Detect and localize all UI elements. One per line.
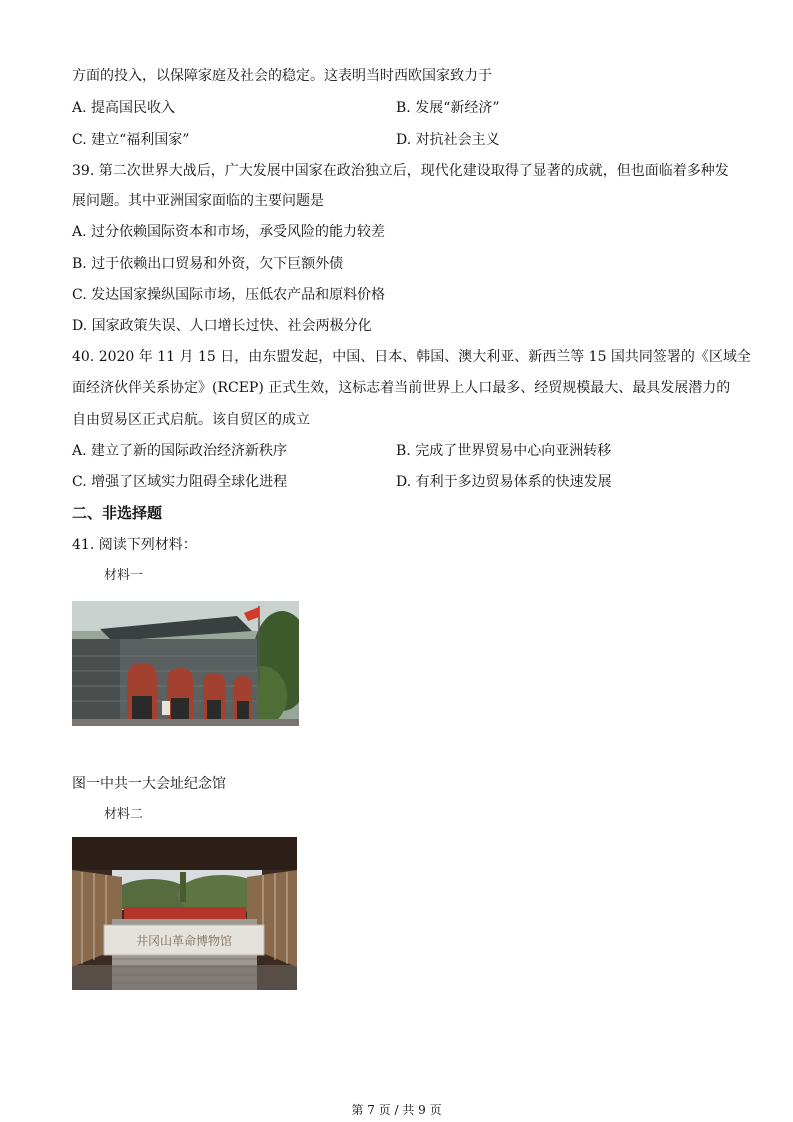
question-39-text-cont: 展问题。其中亚洲国家面临的主要问题是 [72, 193, 324, 209]
option-d: D. 国家政策失误、人口增长过快、社会两极分化 [72, 318, 372, 334]
option-a: A. 建立了新的国际政治经济新秩序 [72, 443, 288, 459]
building-photo [72, 601, 299, 726]
figure-caption: 图一中共一大会址纪念馆 [72, 776, 226, 792]
option-c: C. 建立“福利国家” [72, 132, 190, 148]
material-label: 材料二 [104, 807, 144, 822]
question-41-text: 41. 阅读下列材料： [72, 537, 197, 553]
page-footer: 第 7 页 / 共 9 页 [351, 1103, 442, 1117]
option-b: B. 过于依赖出口贸易和外资，欠下巨额外债 [72, 256, 344, 272]
option-b: B. 发展“新经济” [396, 100, 500, 116]
material-label: 材料一 [104, 568, 144, 583]
option-d: D. 对抗社会主义 [396, 132, 500, 148]
option-c: C. 发达国家操纵国际市场，压低农产品和原料价格 [72, 287, 386, 303]
option-a: A. 过分依赖国际资本和市场，承受风险的能力较差 [72, 224, 386, 240]
option-a: A. 提高国民收入 [72, 100, 176, 116]
question-text-line: 方面的投入，以保障家庭及社会的稳定。这表明当时西欧国家致力于 [72, 68, 492, 84]
museum-sign-text: 井冈山革命博物馆 [135, 934, 233, 948]
question-40-text: 40. 2020 年 11 月 15 日，由东盟发起，中国、日本、韩国、澳大利亚、新西兰等 15 国共同签署的《区域全 [72, 349, 751, 365]
question-39-text: 39. 第二次世界大战后，广大发展中国家在政治独立后，现代化建设取得了显著的成就，但也面临着多种发 [72, 163, 729, 179]
section-heading: 二、非选择题 [72, 504, 163, 522]
option-c: C. 增强了区域实力阻碍全球化进程 [72, 474, 288, 490]
question-40-text-cont: 自由贸易区正式启航。该自贸区的成立 [72, 412, 310, 428]
question-40-text-cont: 面经济伙伴关系协定》(RCEP) 正式生效，这标志着当前世界上人口最多、经贸规模最大、最具发展潜力的 [72, 380, 731, 396]
museum-photo [72, 837, 297, 990]
option-d: D. 有利于多边贸易体系的快速发展 [396, 474, 612, 490]
option-b: B. 完成了世界贸易中心向亚洲转移 [396, 443, 612, 459]
